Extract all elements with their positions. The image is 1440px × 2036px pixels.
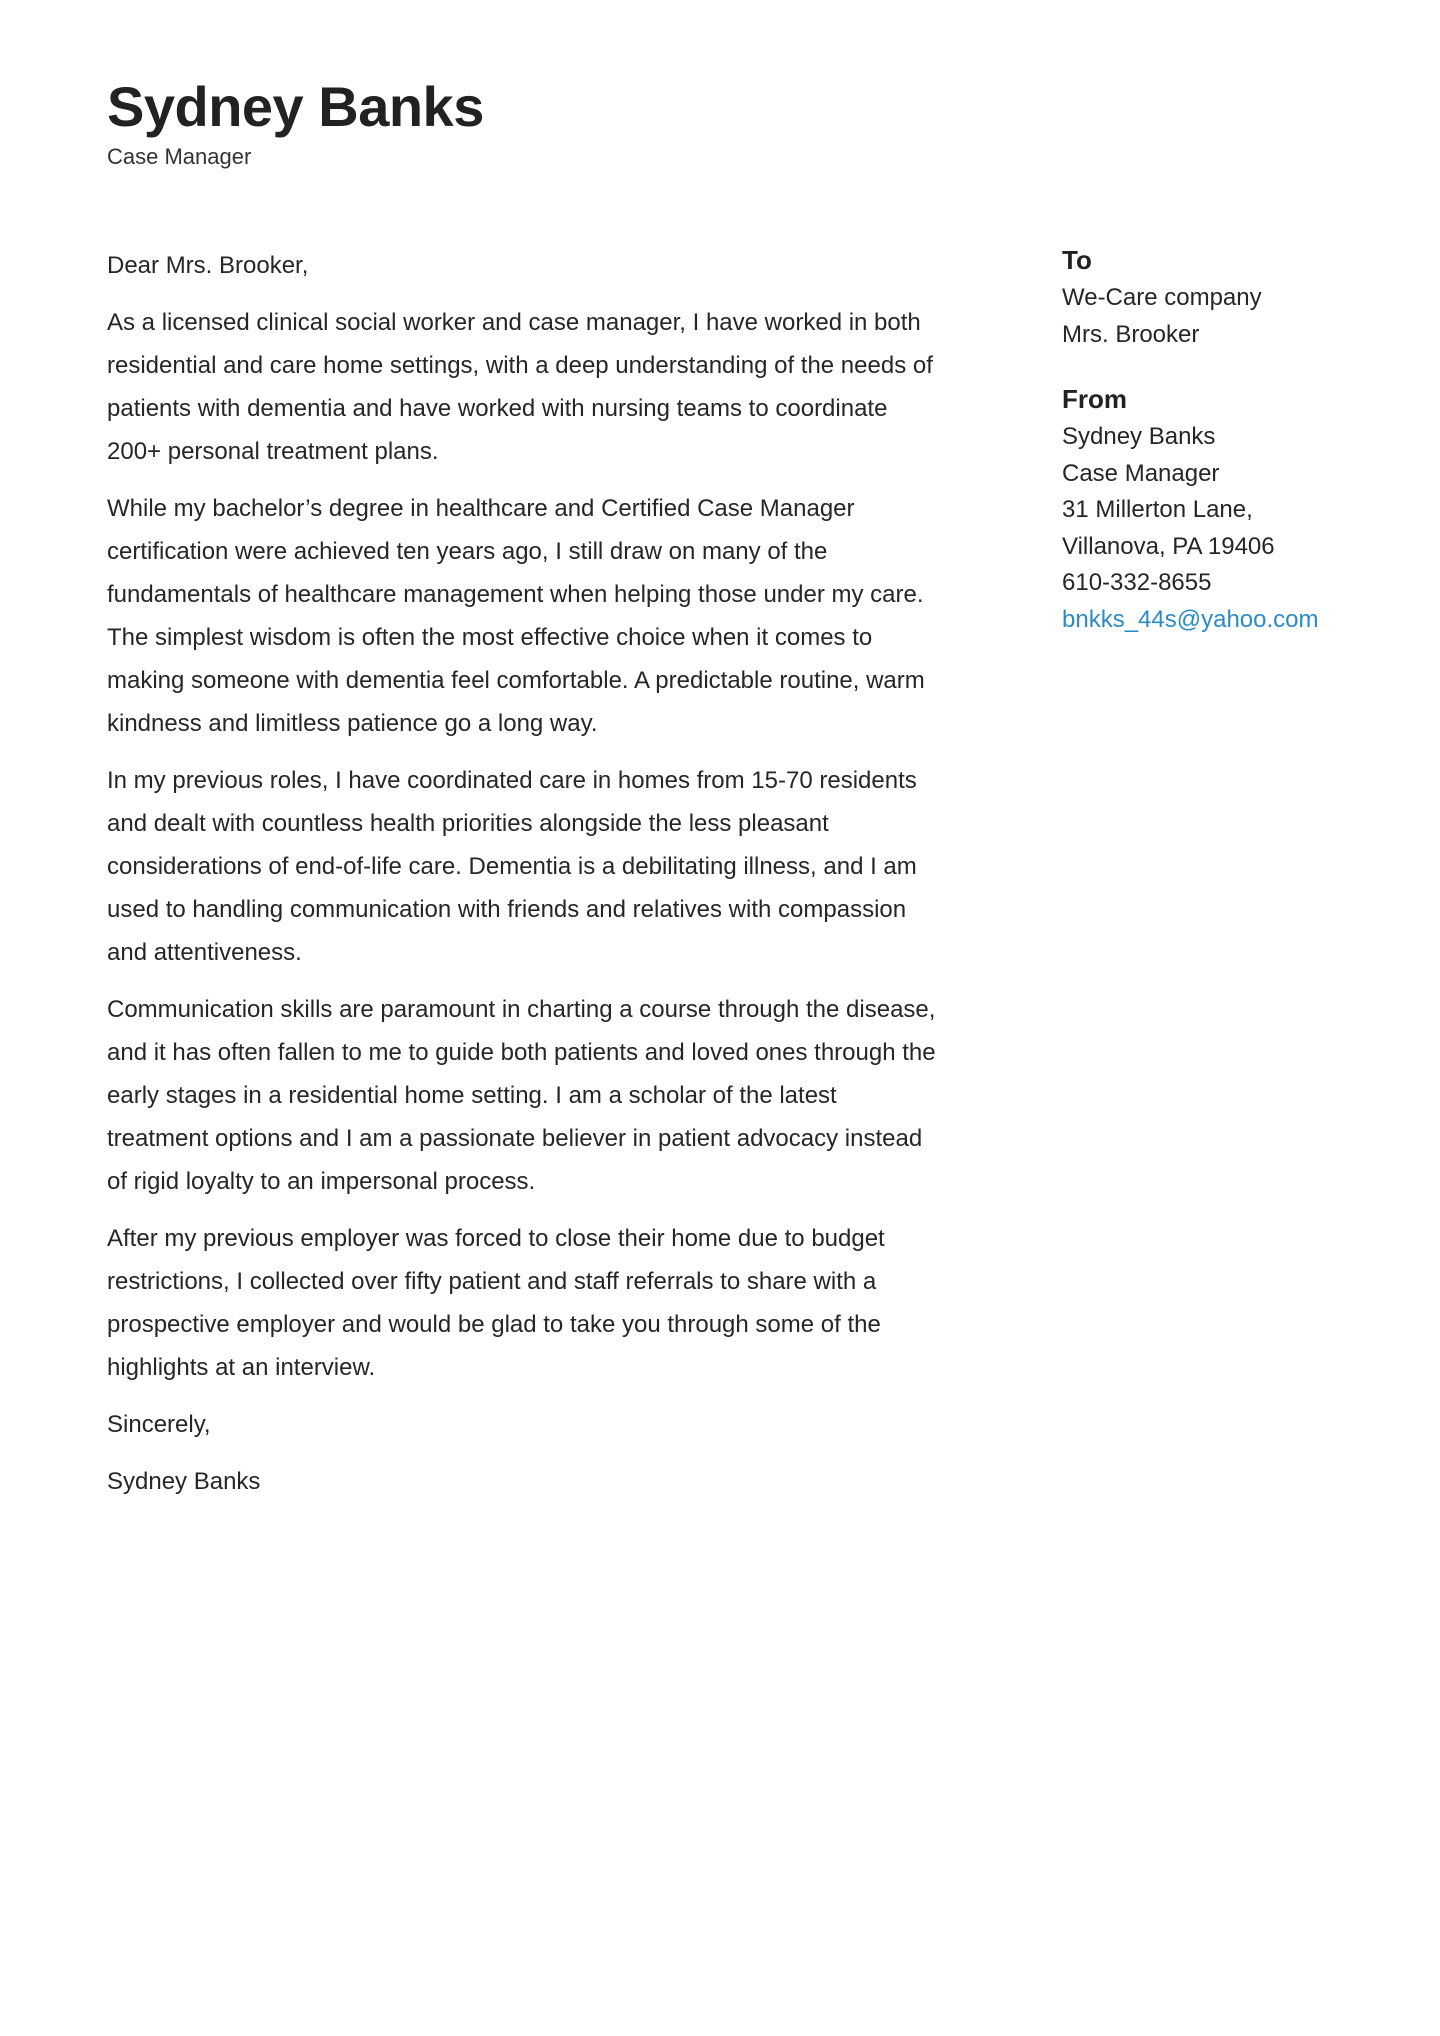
paragraph-1: As a licensed clinical social worker and case manager, I have worked in both residential and care home settings, with a deep understanding of the needs of patients with dementia and have worked with nursing teams to coordinate 200+ personal treatment plans.	[107, 309, 933, 465]
from-name: Sydney Banks	[1062, 423, 1216, 450]
paragraph-2: While my bachelor’s degree in healthcare and Certified Case Manager certification were achieved ten years ago, I still draw on many of the fundamentals of healthcare management when helping those under my care. The simplest wisdom is often the most effective choice when it comes to making someone with dementia feel comfortable. A predictable routine, warm kindness and limitless patience go a long way.	[107, 495, 925, 737]
letter-body	[107, 244, 937, 1517]
closing: Sincerely,	[107, 1411, 211, 1438]
from-phone: 610-332-8655	[1062, 569, 1212, 596]
to-recipient: Mrs. Brooker	[1062, 320, 1200, 348]
letter-header	[107, 72, 1007, 172]
applicant-name: Sydney Banks	[107, 75, 484, 138]
from-block	[1062, 379, 1362, 638]
paragraph-3: In my previous roles, I have coordinated care in homes from 15-70 residents and dealt with countless health priorities alongside the less pleasant considerations of end-of-life care. Dementia is a debilitating illness, and I am used to handling communication with friends and relatives with compassion and attentiveness.	[107, 767, 917, 966]
to-block	[1062, 240, 1362, 353]
from-title: Case Manager	[1062, 459, 1220, 487]
to-heading: To	[1062, 245, 1092, 275]
address-sidebar	[1062, 240, 1362, 664]
greeting: Dear Mrs. Brooker,	[107, 252, 309, 279]
signature: Sydney Banks	[107, 1468, 261, 1495]
paragraph-5: After my previous employer was forced to close their home due to budget restrictions, I collected over fifty patient and staff referrals to share with a prospective employer and would be glad to take you through some of the highlights at an interview.	[107, 1225, 885, 1381]
email-link[interactable]: bnkks_44s@yahoo.com	[1062, 605, 1319, 633]
from-heading: From	[1062, 384, 1127, 414]
to-company: We-Care company	[1062, 284, 1262, 311]
from-address-line2: Villanova, PA 19406	[1062, 532, 1275, 560]
paragraph-4: Communication skills are paramount in charting a course through the disease, and it has often fallen to me to guide both patients and loved ones through the early stages in a residential home setting. I am a scholar of the latest treatment options and I am a passionate believer in patient advocacy instead of rigid loyalty to an impersonal process.	[107, 996, 936, 1195]
from-email-row	[1062, 602, 1362, 639]
from-address-line1: 31 Millerton Lane,	[1062, 496, 1253, 523]
applicant-title: Case Manager	[107, 144, 252, 169]
